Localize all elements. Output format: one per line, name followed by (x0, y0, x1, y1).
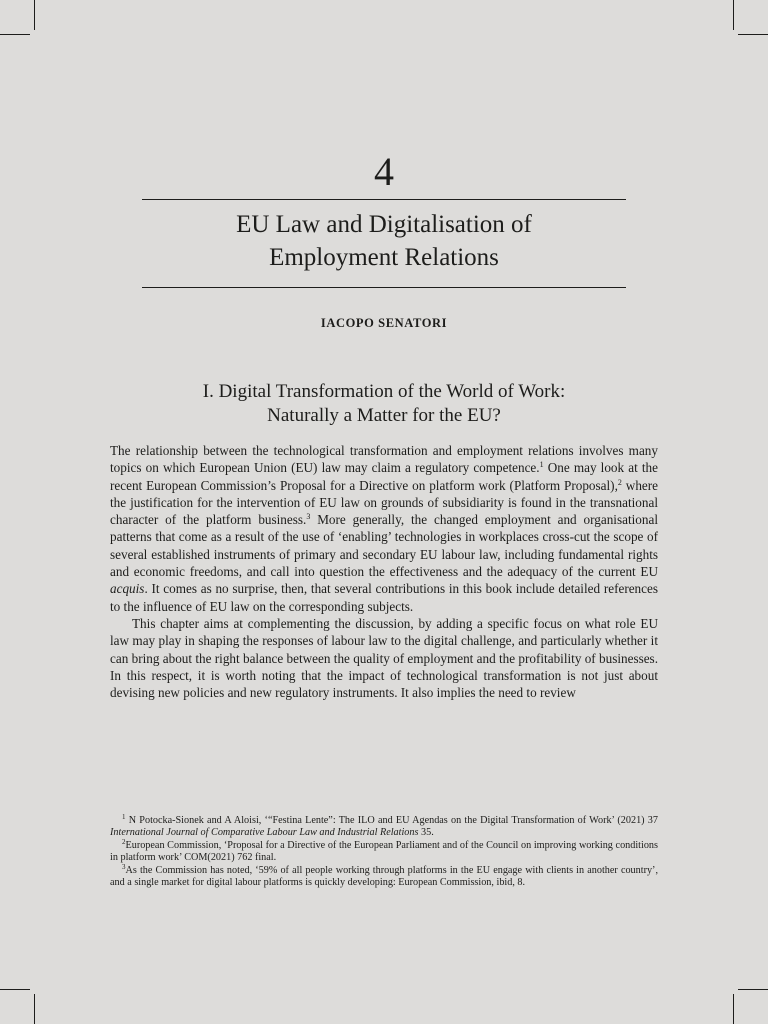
footnote-1 (110, 815, 658, 840)
footnote-2-text: European Commission, ‘Proposal for a Directive of the European Parliament and of the Council on improving working conditions in platform work’ COM(2021) 762 final. (110, 839, 658, 864)
crop-mark-bottom-left-horizontal (0, 989, 30, 990)
title-rule-top (142, 199, 626, 200)
chapter-title-line-1: EU Law and Digitalisation of (236, 211, 532, 238)
section-heading-line-2: Naturally a Matter for the EU? (267, 405, 501, 426)
footnote-ref-1[interactable]: 1 (539, 460, 544, 470)
section-heading-line-1: I. Digital Transformation of the World of Work: (202, 381, 566, 402)
paragraph-1 (110, 442, 658, 615)
crop-mark-top-left-horizontal (0, 34, 30, 35)
chapter-number: 4 (374, 149, 394, 194)
crop-mark-top-left-vertical (34, 0, 35, 30)
paragraph-1-text-b: One may look at the recent European Commission’s Proposal for a Directive on platform work (Platform Proposal), (110, 460, 659, 493)
footnote-2 (110, 837, 658, 865)
paragraph-1-acquis: acquis (110, 581, 145, 597)
chapter-title (142, 208, 626, 274)
paragraph-1-text-a: The relationship between the technological transformation and employment relations involves many topics on which European Union (EU) law may claim a regulatory competence. (110, 443, 658, 476)
crop-mark-top-right-vertical (733, 0, 734, 30)
footnote-3 (110, 862, 658, 890)
footnote-1-text-b: 35. (418, 827, 434, 839)
paragraph-1-text-d: More generally, the changed employment and organisational patterns that come as a result of the use of ‘enabling’ technologies in workplaces cross-cut the scope of several established instruments of primary and secondary EU labour law, including fundamental rights and economic freedoms, and call into question the effectiveness and the adequacy of the current EU (110, 512, 658, 580)
author-name: IACOPO SENATORI (320, 316, 448, 330)
title-rule-bottom (142, 287, 626, 288)
footnote-2-number: 2 (122, 837, 126, 846)
footnote-ref-3[interactable]: 3 (306, 512, 311, 522)
crop-mark-bottom-left-vertical (34, 994, 35, 1024)
crop-mark-bottom-right-horizontal (738, 989, 768, 990)
footnote-ref-2[interactable]: 2 (617, 477, 622, 487)
section-heading (110, 380, 658, 428)
crop-mark-bottom-right-vertical (733, 994, 734, 1024)
paragraph-2: This chapter aims at complementing the discussion, by adding a specific focus on what role EU law may play in shaping the responses of labour law to the digital challenge, and particularly whether it can bring about the right balance between the quality of employment and the profitability of businesses. In this respect, it is worth noting that the impact of technological transformation is not just about devising new policies and new regulatory instruments. It also implies the need to review (110, 615, 658, 701)
footnote-1-text-a: N Potocka-Sionek and A Aloisi, ‘“Festina Lente”: The ILO and EU Agendas on the Digital Transformation of Work’ (2021) 37 (125, 815, 658, 826)
footnote-3-number: 3 (122, 862, 126, 871)
footnotes (110, 815, 658, 889)
chapter-title-line-2: Employment Relations (269, 244, 499, 271)
body-text (110, 442, 658, 701)
footnote-3-text: As the Commission has noted, ‘59% of all people working through platforms in the EU engage with clients in another country’, and a single market for digital labour platforms is quickly developing: European Commission, ibid, 8. (110, 864, 658, 889)
footnote-1-journal: International Journal of Comparative Labour Law and Industrial Relations (110, 827, 419, 839)
paragraph-1-text-e: . It comes as no surprise, then, that several contributions in this book include detailed references to the influence of EU law on the corresponding subjects. (110, 581, 658, 614)
footnote-1-number: 1 (122, 813, 126, 821)
paragraph-1-text-c: where the justification for the intervention of EU law on grounds of subsidiarity is found in the transnational character of the platform business. (110, 477, 659, 528)
crop-mark-top-right-horizontal (738, 34, 768, 35)
